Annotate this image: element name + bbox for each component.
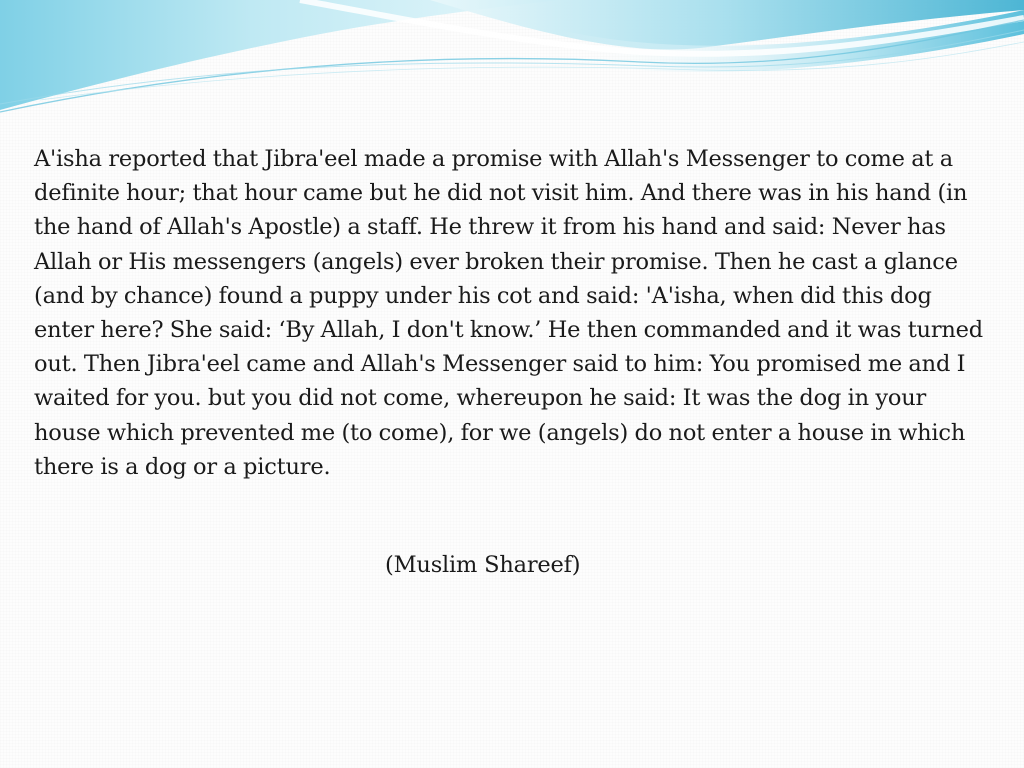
wave-shape-left bbox=[0, 0, 560, 110]
body-text: A'isha reported that Jibra'eel made a promise with Allah's Messenger to come at a definite hour; that hour came but he did not visit him. And there was in his hand (in the hand of Allah's Apostle) a staff. He threw it from his hand and said: Never has Allah or His messengers (angels) ever broken their promise. Then he cast a glance (and by chance) found a puppy under his cot and said: 'A'isha, when did this dog enter here? She said: ‘By Allah, I don't know.’ He then commanded and it was turned out. Then Jibra'eel came and Allah's Messenger said to him: You promised me and I waited for you. but you did not come, whereupon he said: It was the dog in your house which prevented me (to come), for we (angels) do not enter a house in which there is a dog or a picture. bbox=[34, 146, 984, 480]
header-wave-decoration bbox=[0, 0, 1024, 130]
citation: (Muslim Shareef) bbox=[385, 552, 581, 578]
